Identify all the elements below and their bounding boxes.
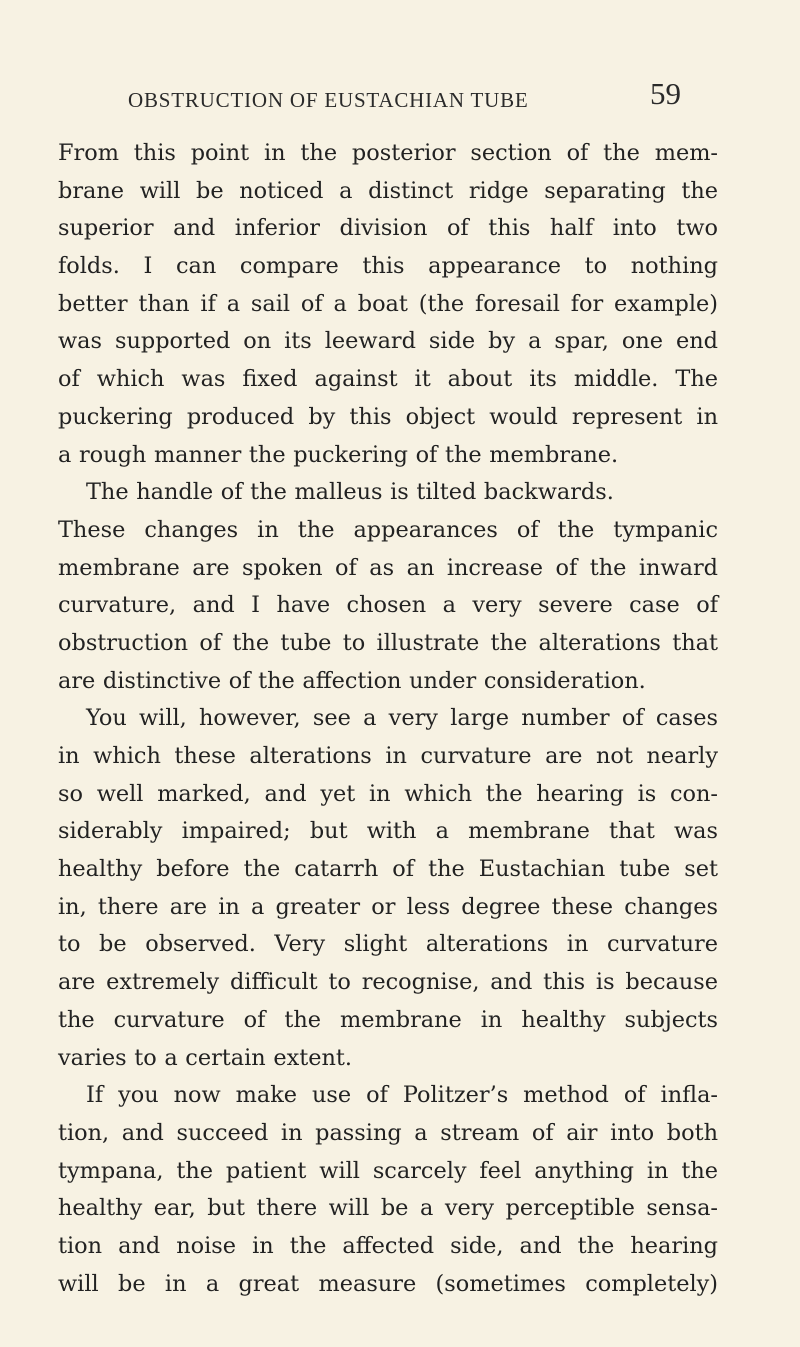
text-line: The handle of the malleus is tilted backwards. — [86, 479, 614, 506]
text-line: tion and noise in the affected side, and the hearing — [58, 1232, 718, 1259]
text-line: healthy before the catarrh of the Eustachian tube set — [58, 856, 718, 883]
text-line: folds. I can compare this appearance to nothing — [58, 253, 718, 280]
text-line: membrane are spoken of as an increase of the inward — [58, 554, 718, 581]
text-line: in, there are in a greater or less degree these changes — [58, 893, 718, 920]
text-line: siderably impaired; but with a membrane that was — [58, 818, 718, 845]
text-line: tympana, the patient will scarcely feel anything in the — [58, 1157, 718, 1184]
text-line: healthy ear, but there will be a very perceptible sensa- — [58, 1195, 718, 1222]
text-line: obstruction of the tube to illustrate the alterations that — [58, 629, 718, 656]
text-line: From this point in the posterior section of the mem- — [58, 140, 718, 166]
text-line: superior and inferior division of this half into two — [58, 215, 718, 242]
text-line: tion, and succeed in passing a stream of air into both — [58, 1119, 718, 1146]
text-line: better than if a sail of a boat (the foresail for example) — [58, 290, 718, 317]
text-line: the curvature of the membrane in healthy subjects — [58, 1006, 718, 1033]
text-line: to be observed. Very slight alterations in curvature — [58, 931, 718, 958]
text-line: These changes in the appearances of the tympanic — [58, 516, 718, 543]
text-line: brane will be noticed a distinct ridge separating the — [58, 177, 718, 204]
text-line: so well marked, and yet in which the hearing is con- — [58, 780, 718, 807]
text-line: was supported on its leeward side by a spar, one end — [58, 328, 718, 355]
text-line: in which these alterations in curvature are not nearly — [58, 743, 718, 769]
text-line: If you now make use of Politzer’s method of infla- — [86, 1082, 718, 1109]
text-line: are distinctive of the affection under consideration. — [58, 667, 646, 694]
text-line: puckering produced by this object would represent in — [58, 403, 718, 430]
text-line: curvature, and I have chosen a very severe case of — [58, 592, 718, 619]
running-title: OBSTRUCTION OF EUSTACHIAN TUBE — [128, 88, 529, 112]
text-line: You will, however, see a very large number of cases — [86, 705, 718, 732]
text-line: varies to a certain extent. — [58, 1044, 352, 1071]
page-number: 59 — [650, 76, 681, 111]
body-text — [58, 135, 718, 1303]
text-line: a rough manner the puckering of the membrane. — [58, 441, 619, 468]
text-line: are extremely difficult to recognise, and this is because — [58, 969, 718, 996]
text-line: of which was fixed against it about its middle. The — [58, 366, 718, 393]
text-line: will be in a great measure (sometimes completely) — [58, 1270, 718, 1297]
